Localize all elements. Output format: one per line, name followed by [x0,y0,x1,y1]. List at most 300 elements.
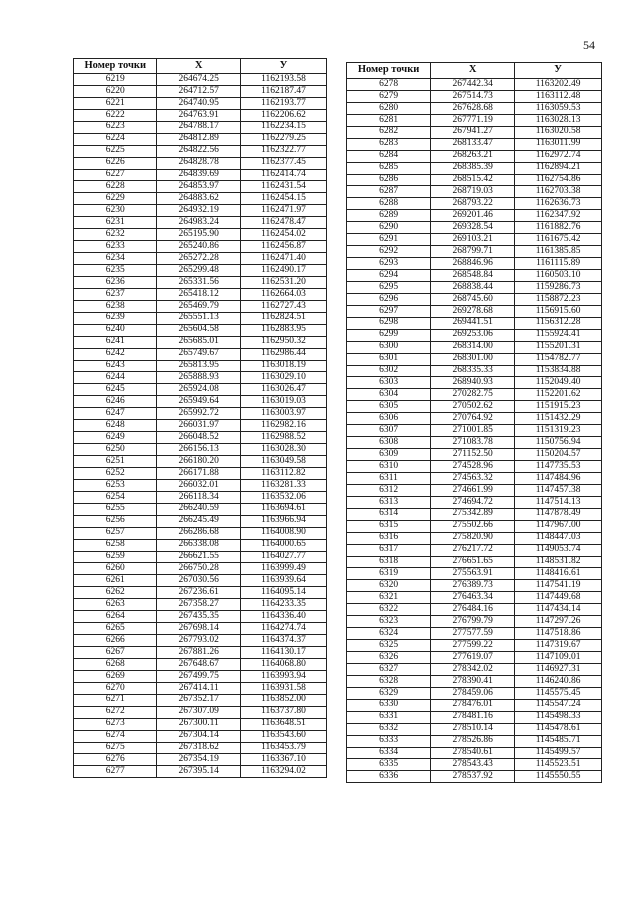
cell-y: 1145575.45 [515,687,602,699]
cell-x: 266048.52 [157,432,240,444]
table-row [74,324,327,336]
table-row [74,109,327,121]
cell-y: 1162490.17 [240,265,326,277]
cell-y: 1145523.51 [515,759,602,771]
table-row [347,353,602,365]
cell-y: 1150204.57 [515,449,602,461]
cell-x: 268263.21 [431,150,515,162]
cell-x: 275342.89 [431,508,515,520]
table-row [347,747,602,759]
table-row [347,293,602,305]
cell-point-number: 6336 [347,771,431,783]
table-row [74,587,327,599]
cell-point-number: 6299 [347,329,431,341]
cell-y: 1162883.95 [240,324,326,336]
cell-x: 276389.73 [431,580,515,592]
cell-x: 268301.00 [431,353,515,365]
cell-y: 1163059.53 [515,102,602,114]
cell-x: 268314.00 [431,341,515,353]
table-row [74,491,327,503]
table-row [347,246,602,258]
table-row [347,675,602,687]
cell-x: 266338.08 [157,539,240,551]
cell-y: 1163367.10 [240,754,326,766]
table-row [74,97,327,109]
table-row [347,711,602,723]
cell-y: 1152201.62 [515,389,602,401]
cell-y: 1162972.74 [515,150,602,162]
cell-point-number: 6286 [347,174,431,186]
cell-y: 1147434.14 [515,604,602,616]
cell-y: 1162986.44 [240,348,326,360]
table-row [347,425,602,437]
cell-x: 265299.48 [157,265,240,277]
table-row [347,281,602,293]
table-row [347,413,602,425]
cell-point-number: 6312 [347,484,431,496]
cell-y: 1163112.82 [240,467,326,479]
cell-y: 1163543.60 [240,730,326,742]
cell-x: 268133.47 [431,138,515,150]
cell-point-number: 6261 [74,575,157,587]
cell-y: 1161882.76 [515,222,602,234]
table-row [347,771,602,783]
table-row [74,730,327,742]
table-row [347,114,602,126]
table-row [74,193,327,205]
cell-point-number: 6318 [347,556,431,568]
table-row [347,258,602,270]
cell-point-number: 6266 [74,635,157,647]
cell-x: 270764.92 [431,413,515,425]
cell-x: 265813.95 [157,360,240,372]
table-row [74,682,327,694]
cell-point-number: 6275 [74,742,157,754]
cell-point-number: 6273 [74,718,157,730]
cell-x: 264674.25 [157,74,240,86]
cell-point-number: 6313 [347,496,431,508]
cell-y: 1163939.64 [240,575,326,587]
cell-x: 278459.06 [431,687,515,699]
table-row [347,90,602,102]
cell-point-number: 6250 [74,444,157,456]
table-row [347,305,602,317]
cell-point-number: 6284 [347,150,431,162]
table-row [347,150,602,162]
cell-y: 1145485.71 [515,735,602,747]
cell-y: 1163931.58 [240,682,326,694]
cell-y: 1162456.87 [240,241,326,253]
cell-y: 1162703.38 [515,186,602,198]
cell-point-number: 6271 [74,694,157,706]
cell-x: 265418.12 [157,288,240,300]
table-row [347,663,602,675]
cell-point-number: 6330 [347,699,431,711]
cell-y: 1145547.24 [515,699,602,711]
table-row [74,635,327,647]
cell-point-number: 6272 [74,706,157,718]
table-row [347,640,602,652]
cell-x: 267648.67 [157,658,240,670]
table-row [74,742,327,754]
cell-x: 278540.61 [431,747,515,759]
cell-x: 270282.75 [431,389,515,401]
cell-y: 1164095.14 [240,587,326,599]
table-row [74,133,327,145]
header-point-number: Номер точки [74,59,157,74]
table-row [74,563,327,575]
cell-point-number: 6251 [74,456,157,468]
cell-x: 267354.19 [157,754,240,766]
header-point-number: Номер точки [347,63,431,79]
table-row [74,265,327,277]
cell-point-number: 6236 [74,276,157,288]
cell-point-number: 6319 [347,568,431,580]
cell-x: 278476.01 [431,699,515,711]
cell-point-number: 6262 [74,587,157,599]
cell-y: 1162454.15 [240,193,326,205]
table-row [74,169,327,181]
cell-point-number: 6269 [74,670,157,682]
table-header-row [347,63,602,79]
cell-y: 1152049.40 [515,377,602,389]
cell-point-number: 6229 [74,193,157,205]
table-row [74,241,327,253]
cell-point-number: 6265 [74,623,157,635]
table-row [347,472,602,484]
cell-x: 264788.17 [157,121,240,133]
cell-y: 1162982.16 [240,420,326,432]
cell-x: 267793.02 [157,635,240,647]
table-row [347,389,602,401]
cell-point-number: 6231 [74,217,157,229]
cell-y: 1163011.99 [515,138,602,150]
cell-x: 264853.97 [157,181,240,193]
cell-y: 1163202.49 [515,79,602,91]
table-row [74,754,327,766]
cell-y: 1156312.28 [515,317,602,329]
table-row [74,515,327,527]
cell-point-number: 6240 [74,324,157,336]
cell-y: 1163028.13 [515,114,602,126]
table-row [74,145,327,157]
cell-point-number: 6238 [74,300,157,312]
cell-x: 267414.11 [157,682,240,694]
cell-x: 271001.85 [431,425,515,437]
cell-y: 1146240.86 [515,675,602,687]
cell-point-number: 6321 [347,592,431,604]
cell-x: 268799.71 [431,246,515,258]
header-x: X [157,59,240,74]
table-row [74,456,327,468]
cell-y: 1162754.86 [515,174,602,186]
cell-y: 1163993.94 [240,670,326,682]
cell-x: 266245.49 [157,515,240,527]
cell-x: 269103.21 [431,234,515,246]
cell-x: 267941.27 [431,126,515,138]
cell-y: 1155924.41 [515,329,602,341]
table-row [74,467,327,479]
cell-y: 1164336.40 [240,611,326,623]
cell-y: 1163966.94 [240,515,326,527]
cell-point-number: 6239 [74,312,157,324]
cell-y: 1155201.31 [515,341,602,353]
cell-x: 276651.65 [431,556,515,568]
cell-point-number: 6293 [347,258,431,270]
table-row [74,217,327,229]
cell-y: 1163026.47 [240,384,326,396]
table-row [347,365,602,377]
cell-y: 1162894.21 [515,162,602,174]
cell-point-number: 6232 [74,229,157,241]
cell-point-number: 6295 [347,281,431,293]
cell-x: 277599.22 [431,640,515,652]
cell-x: 266118.34 [157,491,240,503]
cell-point-number: 6248 [74,420,157,432]
cell-x: 277619.07 [431,652,515,664]
cell-point-number: 6310 [347,461,431,473]
cell-point-number: 6280 [347,102,431,114]
cell-x: 275820.90 [431,532,515,544]
cell-point-number: 6335 [347,759,431,771]
cell-point-number: 6254 [74,491,157,503]
table-row [74,432,327,444]
cell-x: 267514.73 [431,90,515,102]
cell-x: 266032.01 [157,479,240,491]
table-row [347,329,602,341]
cell-point-number: 6245 [74,384,157,396]
cell-y: 1164233.35 [240,599,326,611]
cell-x: 271083.78 [431,437,515,449]
table-row [347,723,602,735]
cell-point-number: 6224 [74,133,157,145]
cell-point-number: 6316 [347,532,431,544]
cell-point-number: 6282 [347,126,431,138]
cell-x: 278481.16 [431,711,515,723]
table-header-row [74,59,327,74]
cell-point-number: 6315 [347,520,431,532]
cell-x: 267435.35 [157,611,240,623]
cell-y: 1162531.20 [240,276,326,288]
page-number: 54 [583,38,595,52]
cell-point-number: 6243 [74,360,157,372]
table-row [347,604,602,616]
table-row [74,348,327,360]
cell-x: 265992.72 [157,408,240,420]
cell-point-number: 6287 [347,186,431,198]
cell-x: 267358.27 [157,599,240,611]
table-row [74,539,327,551]
cell-y: 1154782.77 [515,353,602,365]
cell-y: 1162950.32 [240,336,326,348]
table-row [347,544,602,556]
cell-x: 269201.46 [431,210,515,222]
cell-y: 1162377.45 [240,157,326,169]
cell-x: 264883.62 [157,193,240,205]
cell-y: 1151915.23 [515,401,602,413]
cell-point-number: 6223 [74,121,157,133]
cell-y: 1147484.96 [515,472,602,484]
cell-point-number: 6306 [347,413,431,425]
cell-point-number: 6320 [347,580,431,592]
cell-y: 1163852.00 [240,694,326,706]
cell-y: 1162187.47 [240,85,326,97]
cell-x: 264983.24 [157,217,240,229]
table-row [74,253,327,265]
cell-x: 264932.19 [157,205,240,217]
cell-point-number: 6222 [74,109,157,121]
cell-point-number: 6253 [74,479,157,491]
cell-point-number: 6227 [74,169,157,181]
cell-x: 277577.59 [431,628,515,640]
cell-point-number: 6296 [347,293,431,305]
cell-x: 266621.55 [157,551,240,563]
cell-point-number: 6246 [74,396,157,408]
cell-y: 1147449.68 [515,592,602,604]
cell-y: 1147514.13 [515,496,602,508]
cell-y: 1151319.23 [515,425,602,437]
cell-x: 278342.02 [431,663,515,675]
cell-point-number: 6307 [347,425,431,437]
cell-point-number: 6270 [74,682,157,694]
table-row [347,79,602,91]
cell-x: 267030.56 [157,575,240,587]
cell-point-number: 6305 [347,401,431,413]
cell-x: 266171.88 [157,467,240,479]
cell-point-number: 6327 [347,663,431,675]
cell-x: 267771.19 [431,114,515,126]
table-row [74,229,327,241]
cell-point-number: 6281 [347,114,431,126]
cell-point-number: 6323 [347,616,431,628]
cell-point-number: 6324 [347,628,431,640]
cell-y: 1164008.90 [240,527,326,539]
table-row [74,623,327,635]
table-row [74,575,327,587]
cell-y: 1161115.89 [515,258,602,270]
cell-y: 1162636.73 [515,198,602,210]
cell-x: 264839.69 [157,169,240,181]
cell-point-number: 6328 [347,675,431,687]
cell-point-number: 6244 [74,372,157,384]
table-row [347,162,602,174]
cell-point-number: 6329 [347,687,431,699]
cell-point-number: 6283 [347,138,431,150]
cell-point-number: 6277 [74,766,157,778]
table-row [74,420,327,432]
cell-y: 1149053.74 [515,544,602,556]
cell-y: 1160503.10 [515,270,602,282]
table-row [347,126,602,138]
table-row [74,396,327,408]
cell-x: 267307.09 [157,706,240,718]
cell-point-number: 6241 [74,336,157,348]
cell-x: 264812.89 [157,133,240,145]
cell-x: 267881.26 [157,647,240,659]
cell-y: 1145499.57 [515,747,602,759]
cell-x: 264740.95 [157,97,240,109]
cell-y: 1159286.73 [515,281,602,293]
cell-y: 1162727.43 [240,300,326,312]
cell-y: 1148447.03 [515,532,602,544]
cell-x: 268745.60 [431,293,515,305]
cell-point-number: 6331 [347,711,431,723]
cell-y: 1163453.79 [240,742,326,754]
table-row [74,300,327,312]
table-row [347,138,602,150]
table-row [347,449,602,461]
cell-x: 278526.86 [431,735,515,747]
table-row [74,444,327,456]
table-row [347,377,602,389]
coordinates-table-right [346,62,602,783]
table-row [74,288,327,300]
cell-x: 269328.54 [431,222,515,234]
cell-point-number: 6311 [347,472,431,484]
cell-y: 1147518.86 [515,628,602,640]
table-row [74,670,327,682]
table-row [74,658,327,670]
table-row [347,508,602,520]
cell-x: 268940.93 [431,377,515,389]
table-row [74,181,327,193]
cell-point-number: 6247 [74,408,157,420]
cell-point-number: 6234 [74,253,157,265]
cell-point-number: 6268 [74,658,157,670]
cell-y: 1162234.15 [240,121,326,133]
table-row [347,270,602,282]
cell-y: 1162664.03 [240,288,326,300]
cell-y: 1145478.61 [515,723,602,735]
cell-y: 1162471.40 [240,253,326,265]
cell-x: 265195.90 [157,229,240,241]
table-row [347,592,602,604]
cell-y: 1147319.67 [515,640,602,652]
cell-y: 1163737.80 [240,706,326,718]
cell-point-number: 6326 [347,652,431,664]
cell-point-number: 6276 [74,754,157,766]
table-row [74,611,327,623]
table-row [347,437,602,449]
cell-point-number: 6263 [74,599,157,611]
cell-point-number: 6256 [74,515,157,527]
table-row [347,532,602,544]
table-row [74,694,327,706]
cell-y: 1163019.03 [240,396,326,408]
cell-x: 274528.96 [431,461,515,473]
cell-y: 1147297.26 [515,616,602,628]
table-row [347,234,602,246]
table-row [347,341,602,353]
cell-x: 267304.14 [157,730,240,742]
cell-x: 268385.39 [431,162,515,174]
table-row [347,520,602,532]
cell-y: 1162279.25 [240,133,326,145]
cell-y: 1162471.97 [240,205,326,217]
cell-y: 1145498.33 [515,711,602,723]
cell-y: 1164130.17 [240,647,326,659]
cell-x: 266156.13 [157,444,240,456]
cell-x: 266180.20 [157,456,240,468]
table-row [347,652,602,664]
table-row [74,479,327,491]
cell-point-number: 6322 [347,604,431,616]
cell-point-number: 6220 [74,85,157,97]
cell-y: 1162478.47 [240,217,326,229]
cell-y: 1158872.23 [515,293,602,305]
cell-point-number: 6303 [347,377,431,389]
cell-x: 276463.34 [431,592,515,604]
